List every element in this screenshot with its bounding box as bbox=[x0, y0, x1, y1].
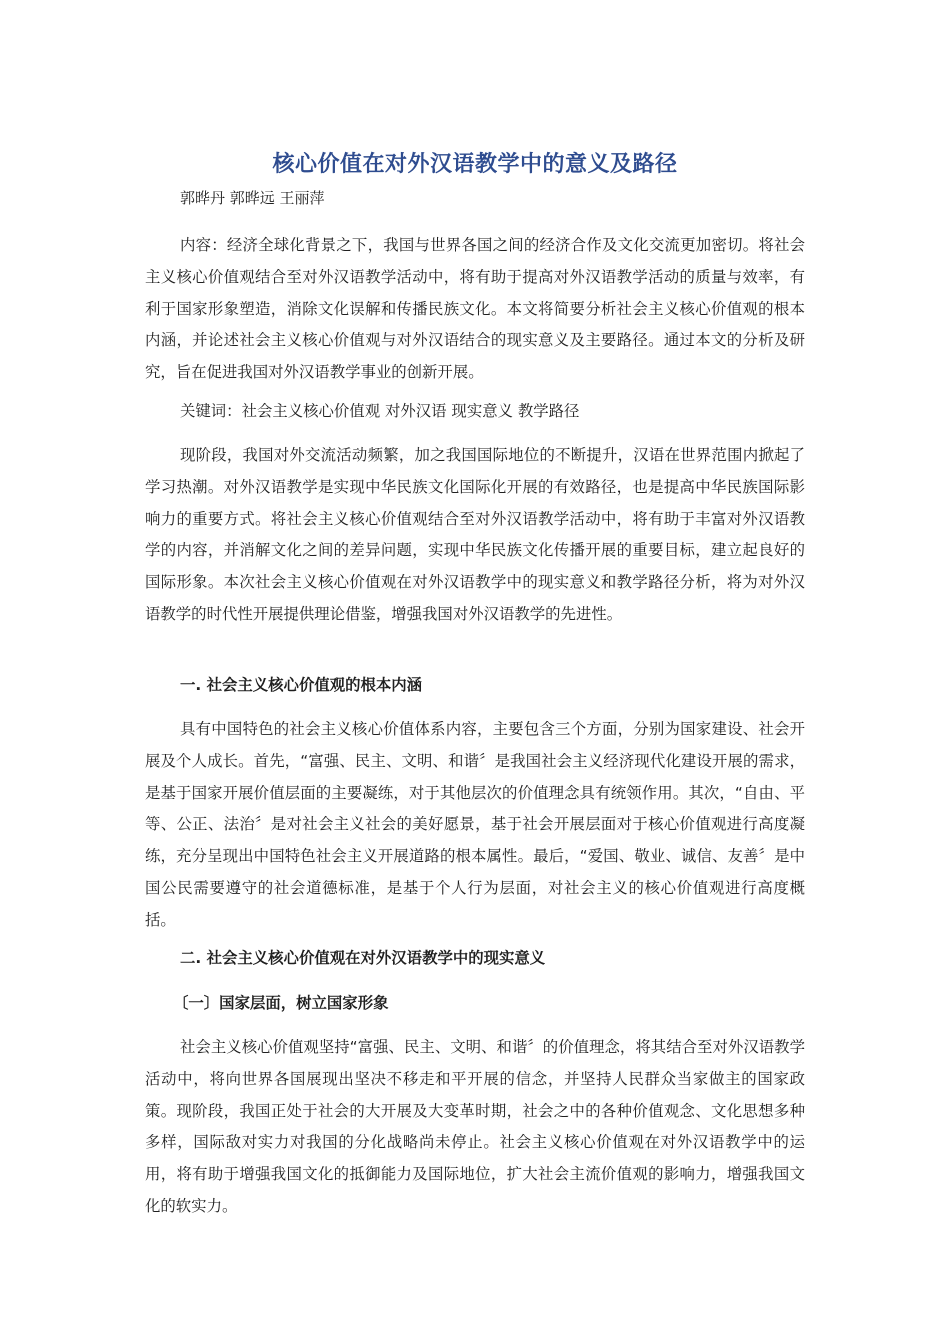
intro-paragraph: 现阶段，我国对外交流活动频繁，加之我国国际地位的不断提升，汉语在世界范围内掀起了学习热潮。对外汉语教学是实现中华民族文化国际化开展的有效路径，也是提高中华民族国际影响力的重要方式。将社会主义核心价值观结合至对外汉语教学活动中，将有助于丰富对外汉语教学的内容，并消解文化之间的差异问题，实现中华民族文化传播开展的重要目标，建立起良好的国际形象。本次社会主义核心价值观在对外汉语教学中的现实意义和教学路径分析，将为对外汉语教学的时代性开展提供理论借鉴，增强我国对外汉语教学的先进性。 bbox=[145, 446, 805, 623]
subsection-2-1-paragraph: 社会主义核心价值观坚持“富强、民主、文明、和谐〞的价值理念，将其结合至对外汉语教学活动中，将向世界各国展现出坚决不移走和平开展的信念，并坚持人民群众当家做主的国家政策。现阶段，我国正处于社会的大开展及大变革时期，社会之中的各种价值观念、文化思想多种多样，国际敌对实力对我国的分化战略尚未停止。社会主义核心价值观在对外汉语教学中的运用，将有助于增强我国文化的抵御能力及国际地位，扩大社会主流价值观的影响力，增强我国文化的软实力。 bbox=[145, 1038, 805, 1215]
page-title: 核心价值在对外汉语教学中的意义及路径 bbox=[272, 151, 678, 177]
section-1-paragraph: 具有中国特色的社会主义核心价值体系内容，主要包含三个方面，分别为国家建设、社会开展及个人成长。首先，“富强、民主、文明、和谐〞是我国社会主义经济现代化建设开展的需求，是基于国家开展价值层面的主要凝练，对于其他层次的价值理念具有统领作用。其次，“自由、平等、公正、法治〞是对社会主义社会的美好愿景，基于社会开展层面对于核心价值观进行高度凝练，充分呈现出中国特色社会主义开展道路的根本属性。最后，“爱国、敬业、诚信、友善〞是中国公民需要遵守的社会道德标准，是基于个人行为层面，对社会主义的核心价值观进行高度概括。 bbox=[145, 720, 805, 929]
section-heading-1: 一. 社会主义核心价值观的根本内涵 bbox=[180, 676, 423, 694]
subsection-heading-2-1: 〔一〕国家层面，树立国家形象 bbox=[173, 994, 389, 1012]
author-list: 郭晔丹 郭晔远 王丽萍 bbox=[180, 189, 325, 207]
keywords-line: 关键词：社会主义核心价值观 对外汉语 现实意义 教学路径 bbox=[180, 402, 580, 420]
section-heading-2: 二. 社会主义核心价值观在对外汉语教学中的现实意义 bbox=[180, 949, 546, 967]
abstract-paragraph: 内容：经济全球化背景之下，我国与世界各国之间的经济合作及文化交流更加密切。将社会主义核心价值观结合至对外汉语教学活动中，将有助于提高对外汉语教学活动的质量与效率，有利于国家形象塑造，消除文化误解和传播民族文化。本文将简要分析社会主义核心价值观的根本内涵，并论述社会主义核心价值观与对外汉语结合的现实意义及主要路径。通过本文的分析及研究，旨在促进我国对外汉语教学事业的创新开展。 bbox=[145, 236, 805, 382]
